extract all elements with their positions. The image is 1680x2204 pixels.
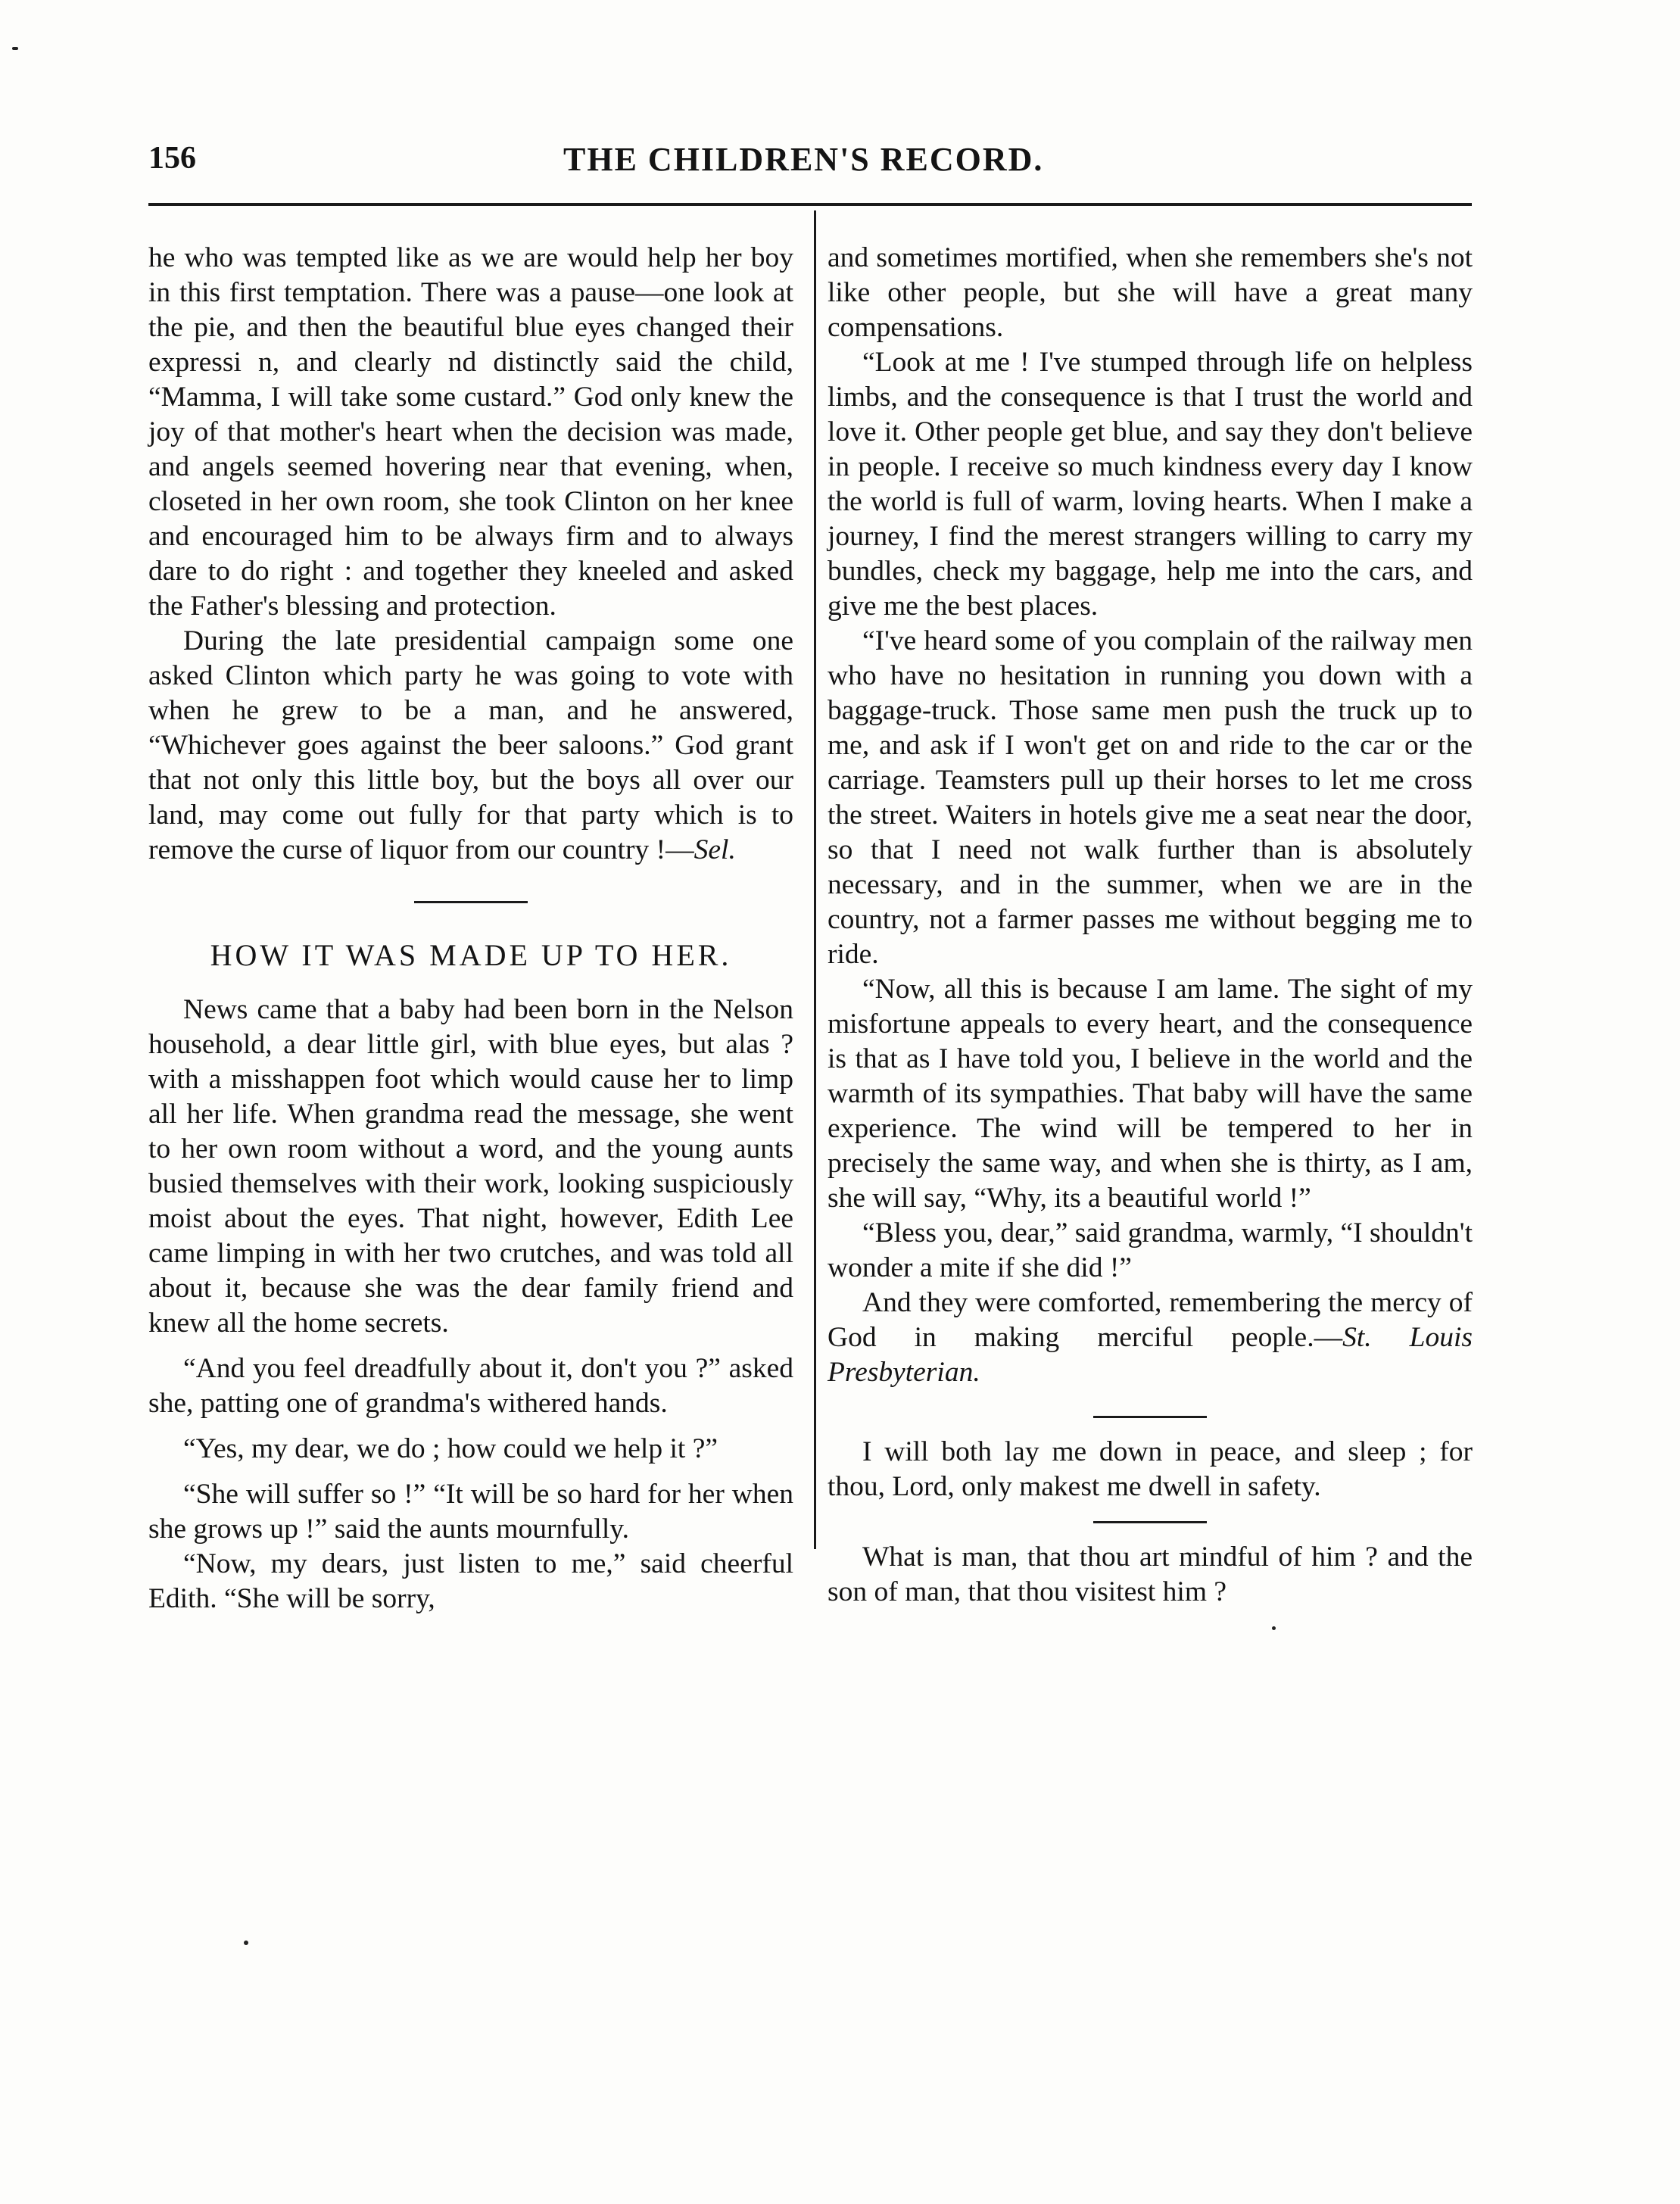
right-column: [828, 241, 1473, 1610]
header-rule: [148, 203, 1472, 206]
running-title: THE CHILDREN'S RECORD.: [563, 141, 1044, 178]
left-column: [148, 241, 793, 1616]
margin-speck: [244, 1941, 248, 1945]
margin-speck: [1272, 1626, 1276, 1630]
source-signature: Sel.: [694, 834, 736, 865]
paragraph: “Bless you, dear,” said grandma, warmly, “I shouldn't wonder a mite if she did !”: [828, 1217, 1473, 1283]
page-number: 156: [148, 141, 196, 176]
paragraph: and sometimes mortified, when she remembers she's not like other people, but she will have a great many compensations.: [828, 242, 1473, 343]
paragraph: “Look at me ! I've stumped through life on helpless limbs, and the consequence is that I trust the world and love it. Other people get blue, and say they don't believe in people. I receive so much kindness every day I know the world is full of warm, loving hearts. When I make a journey, I find the merest strangers willing to carry my bundles, check my baggage, help me into the cars, and give me the best places.: [828, 347, 1473, 622]
paragraph: “And you feel dreadfully about it, don't you ?” asked she, patting one of grandma's withered hands.: [148, 1353, 793, 1419]
source-signature: St. Louis Presbyterian.: [828, 1322, 1473, 1388]
paragraph: he who was tempted like as we are would help her boy in this first temptation. There was a pause—one look at the pie, and then the beautiful blue eyes changed their expressi n, and clearly nd distinctly said the child, “Mamma, I will take some custard.” God only knew the joy of that mother's heart when the decision was made, and angels seemed hovering near that evening, when, closeted in her own room, she took Clinton on her knee and encouraged him to be always firm and to always dare to do right : and together they kneeled and asked the Father's blessing and protection.: [148, 242, 793, 622]
verse: What is man, that thou art mindful of him ? and the son of man, that thou visitest him ?: [828, 1542, 1473, 1607]
verse: I will both lay me down in peace, and sleep ; for thou, Lord, only makest me dwell in safety.: [828, 1436, 1473, 1502]
paragraph: [148, 624, 793, 868]
paragraph-text: And they were comforted, remembering the mercy of God in making merciful people.—: [828, 1287, 1473, 1353]
paragraph-text: During the late presidential campaign some one asked Clinton which party he was going to vote with when he grew to be a man, and he answered, “Whichever goes against the beer saloons.” God grant that not only this little boy, but the boys all over our land, may come out fully for that party which is to remove the curse of liquor from our country !—: [148, 625, 793, 865]
paragraph: [828, 1286, 1473, 1390]
paragraph: News came that a baby had been born in the Nelson household, a dear little girl, with blue eyes, but alas ? with a misshappen foot which would cause her to limp all her life. When grandma read the message, she went to her own room without a word, and the young aunts busied themselves with their work, looking suspiciously moist about the eyes. That night, however, Edith Lee came limping in with her two crutches, and was told all about it, because she was the dear family friend and knew all the home secrets.: [148, 994, 793, 1339]
column-divider: [814, 210, 816, 1549]
paragraph: “Now, all this is because I am lame. The sight of my misfortune appeals to every heart, and the consequence is that as I have told you, I believe in the world and the warmth of its sympathies. That baby will have the same experience. The wind will be tempered to her in precisely the same way, and when she is thirty, as I am, she will say, “Why, its a beautiful world !”: [828, 974, 1473, 1214]
paragraph: “Now, my dears, just listen to me,” said cheerful Edith. “She will be sorry,: [148, 1548, 793, 1614]
section-heading: HOW IT WAS MADE UP TO HER.: [210, 938, 732, 972]
margin-speck: [12, 47, 18, 50]
page-header: [148, 140, 1472, 193]
paragraph: “I've heard some of you complain of the railway men who have no hesitation in running you down with a baggage-truck. Those same men push the truck up to me, and ask if I won't get on and ride to the car or the carriage. Teamsters pull up their horses to let me cross the street. Waiters in hotels give me a seat near the door, so that I need not walk further than is absolutely necessary, and in the summer, when we are in the country, not a farmer passes me without begging me to ride.: [828, 625, 1473, 970]
paragraph: “Yes, my dear, we do ; how could we help it ?”: [183, 1433, 718, 1464]
paragraph: “She will suffer so !” “It will be so hard for her when she grows up !” said the aunts mournfully.: [148, 1479, 793, 1545]
